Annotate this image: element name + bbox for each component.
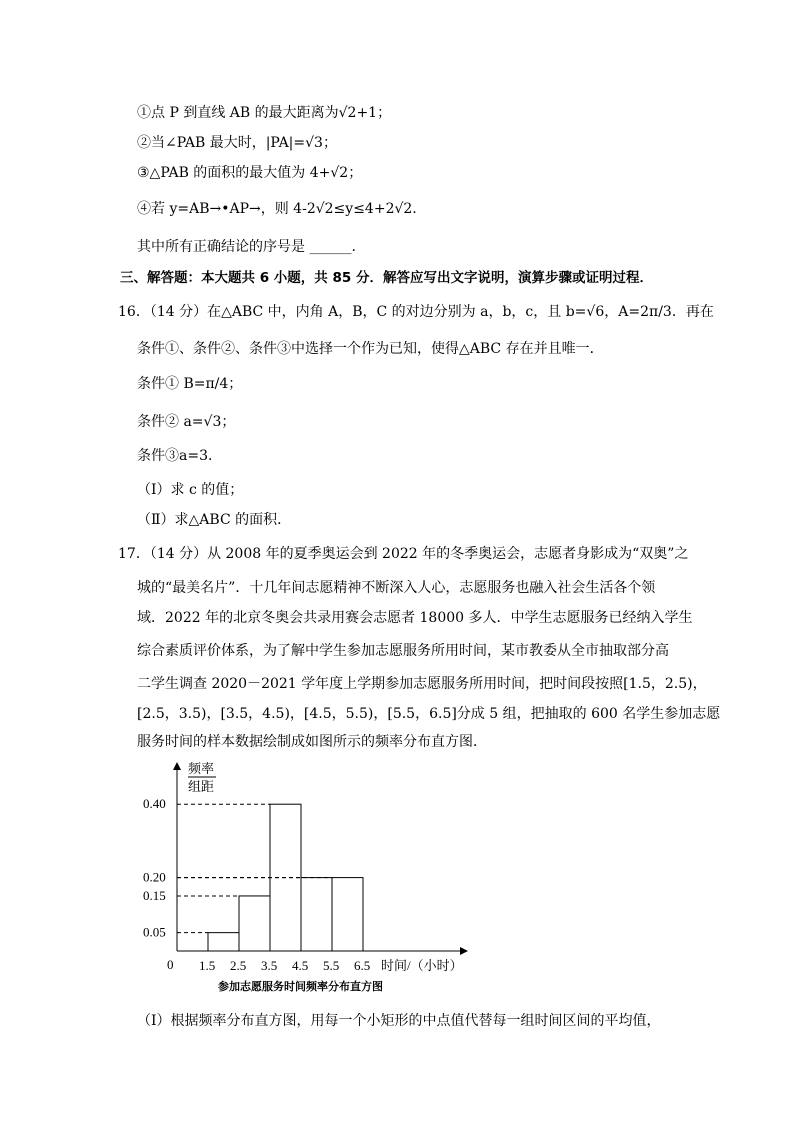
x-tick-label: 2.5 bbox=[230, 958, 247, 973]
q16-line: 条件①、条件②、条件③中选择一个作为已知，使得△ABC 存在并且唯一． bbox=[137, 341, 604, 357]
x-axis-arrow bbox=[460, 947, 468, 955]
histogram-bar bbox=[301, 878, 332, 951]
chart-title: 参加志愿服务时间频率分布直方图 bbox=[218, 980, 383, 993]
y-tick-label: 0.20 bbox=[143, 869, 166, 885]
x-tick-label: 5.5 bbox=[323, 958, 340, 973]
y-tick-label: 0.15 bbox=[143, 887, 166, 903]
x-tick-label: 1.5 bbox=[199, 958, 216, 973]
section-heading: 三、解答题：本大题共 6 小题，共 85 分．解答应写出文字说明，演算步骤或证明过程． bbox=[120, 270, 653, 286]
q17-line: 城的“最美名片”．十几年间志愿精神不断深入人心，志愿服务也融入社会生活各个领 bbox=[137, 580, 656, 596]
y-tick-label: 0.05 bbox=[143, 924, 166, 940]
q17-line: [2.5，3.5)，[3.5，4.5)，[4.5，5.5)，[5.5，6.5]分成 5 组，把抽取的 600 名学生参加志愿 bbox=[137, 706, 721, 722]
q15-prompt: 其中所有正确结论的序号是 ______. bbox=[137, 239, 356, 255]
q15-item-2: ②当∠PAB 最大时，|PA|=√3； bbox=[137, 135, 337, 151]
histogram-bar bbox=[208, 933, 239, 951]
y-label-numerator: 频率 bbox=[188, 761, 215, 776]
q15-item-3: ③△PAB 的面积的最大值为 4+√2； bbox=[137, 165, 363, 181]
q16-line: 条件② a=√3； bbox=[137, 414, 236, 430]
q17-line: 二学生调查 2020－2021 学年度上学期参加志愿服务所用时间，把时间段按照[1.5，2.5)， bbox=[137, 676, 707, 692]
y-tick-label: 0.40 bbox=[143, 796, 166, 812]
q17-line: 17．（14 分）从 2008 年的夏季奥运会到 2022 年的冬季奥运会，志愿者身影成为“双奥”之 bbox=[118, 546, 689, 562]
q17-line: 综合素质评价体系，为了解中学生参加志愿服务所用时间，某市教委从全市抽取部分高 bbox=[137, 643, 669, 659]
q16-line: 16．（14 分）在△ABC 中，内角 A，B，C 的对边分别为 a，b，c，且 b=√6，A=2π/3．再在 bbox=[118, 304, 714, 320]
q15-item-4: ④若 y=AB→•AP→，则 4-2√2≤y≤4+2√2. bbox=[137, 201, 417, 217]
origin-label: 0 bbox=[167, 957, 174, 972]
histogram-bar bbox=[332, 878, 363, 951]
y-axis-arrow bbox=[173, 762, 181, 770]
q16-line: （Ⅰ）求 c 的值； bbox=[137, 482, 244, 498]
q16-line: 条件① B=π/4； bbox=[137, 376, 243, 392]
x-tick-label: 3.5 bbox=[261, 958, 278, 973]
q17-line: 域．2022 年的北京冬奥会共录用赛会志愿者 18000 多人．中学生志愿服务已经纳入学生 bbox=[137, 610, 693, 626]
x-tick-label: 6.5 bbox=[354, 958, 371, 973]
q16-line: （Ⅱ）求△ABC 的面积． bbox=[137, 512, 292, 528]
q16-line: 条件③a=3． bbox=[137, 448, 222, 464]
histogram-bar bbox=[239, 896, 270, 951]
q17-line: 服务时间的样本数据绘制成如图所示的频率分布直方图． bbox=[137, 734, 487, 750]
q15-item-1: ①点 P 到直线 AB 的最大距离为√2+1； bbox=[137, 105, 392, 121]
x-tick-label: 4.5 bbox=[292, 958, 309, 973]
x-axis-label: 时间/（小时） bbox=[381, 958, 463, 973]
y-label-denominator: 组距 bbox=[188, 779, 215, 794]
q17-part1: （Ⅰ）根据频率分布直方图，用每一个小矩形的中点值代替每一组时间区间的平均值， bbox=[137, 1013, 661, 1029]
